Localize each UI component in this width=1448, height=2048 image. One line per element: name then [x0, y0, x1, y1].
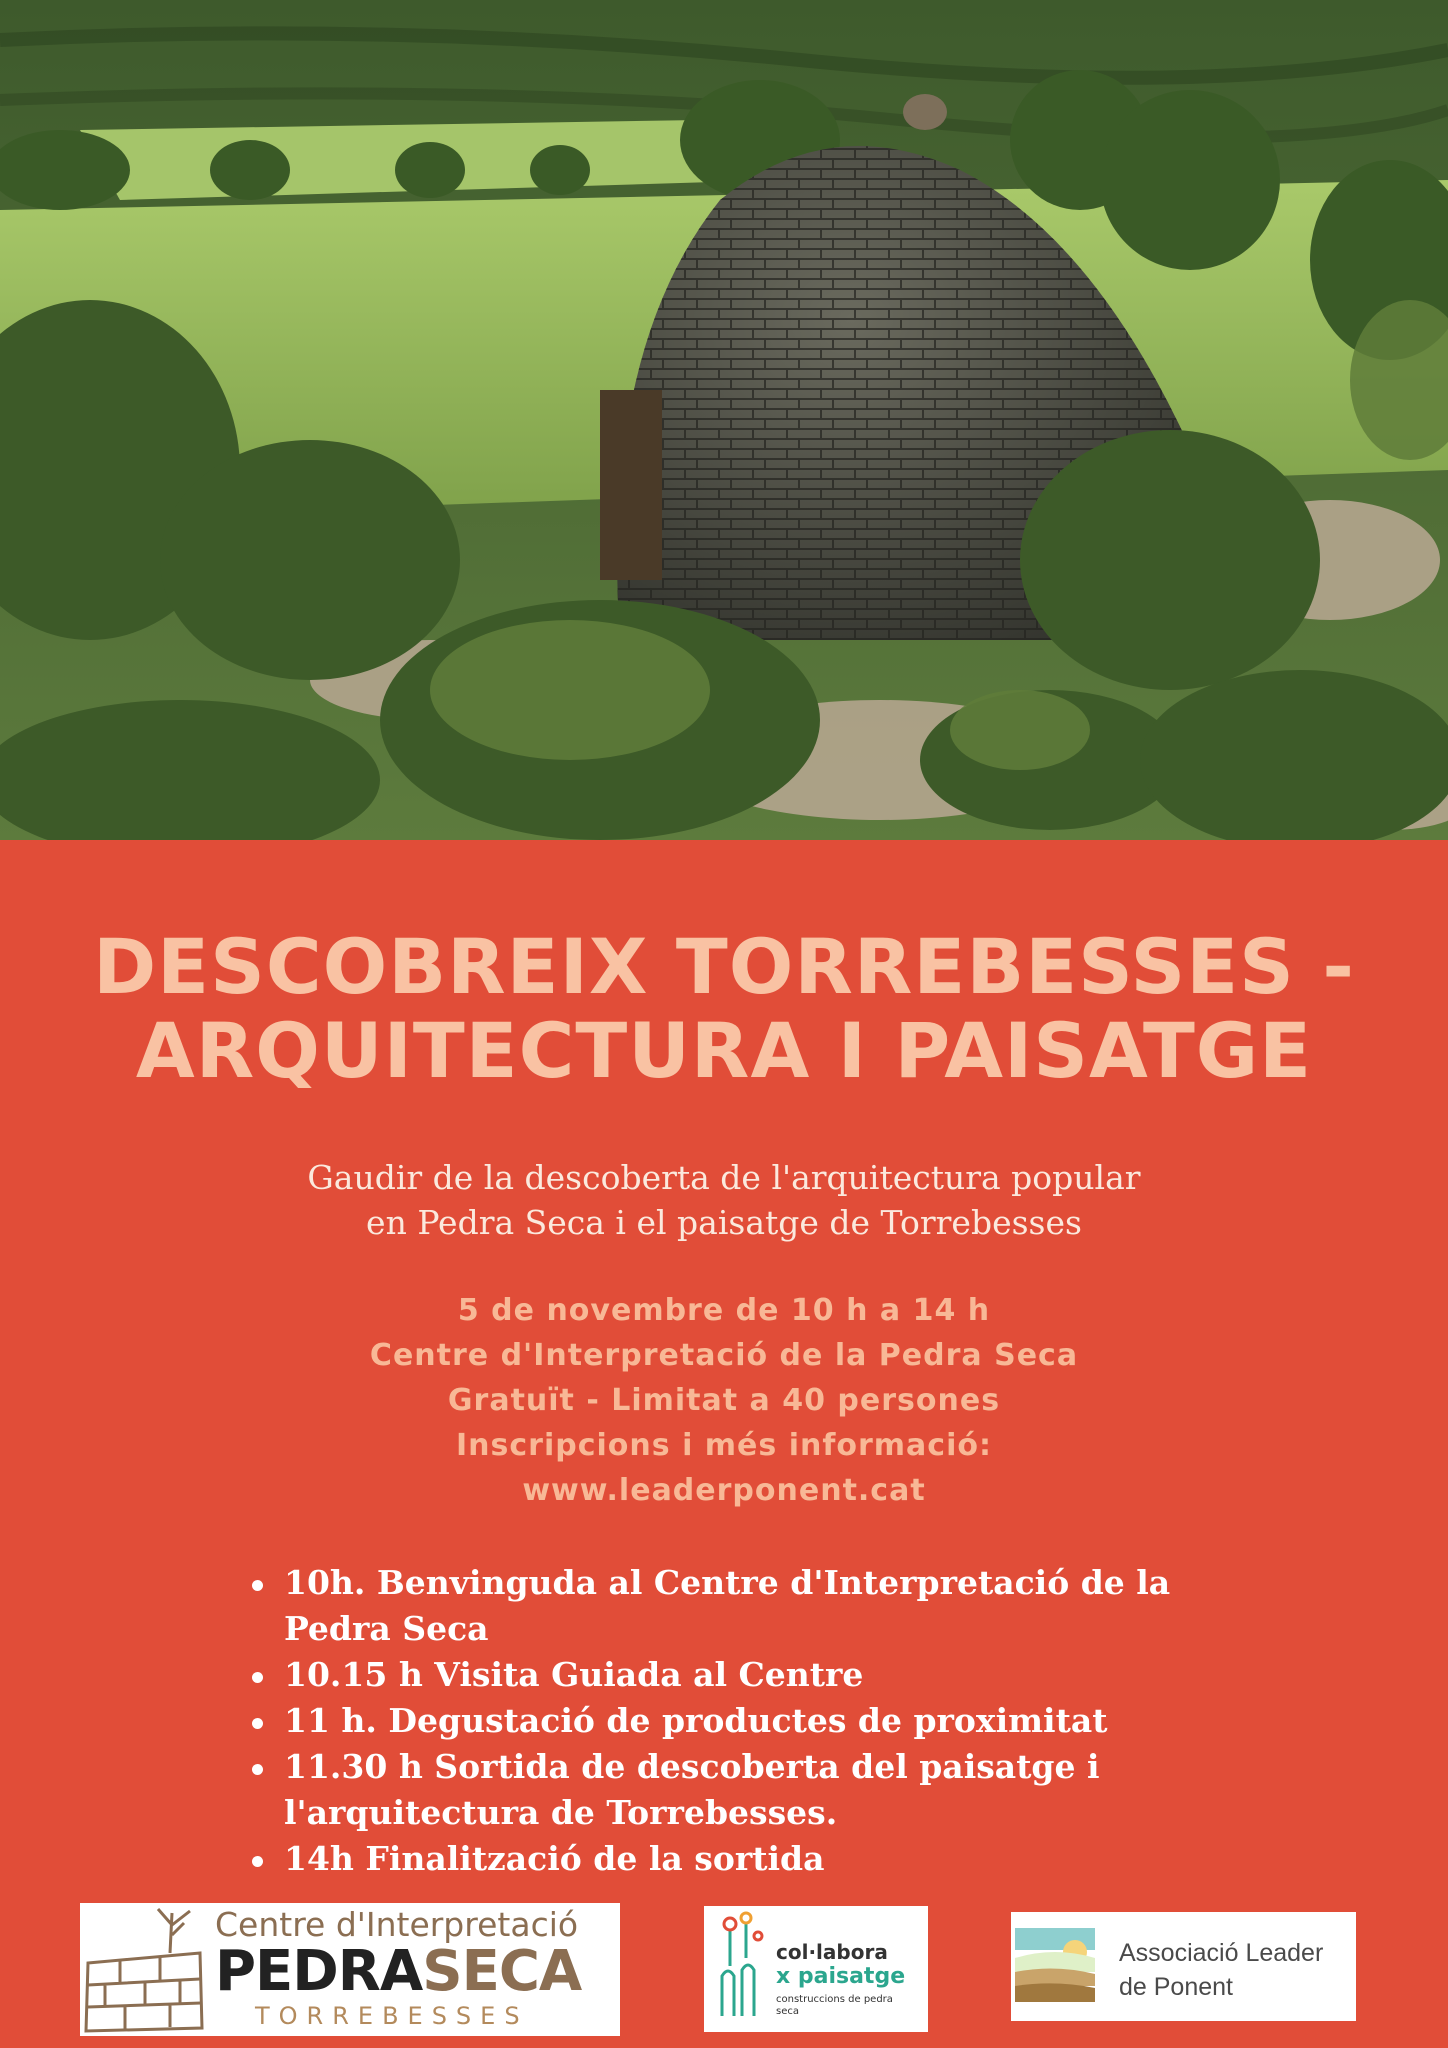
- plant-wall-icon: [708, 1906, 774, 2032]
- event-info-label: Inscripcions i més informació:: [456, 1428, 992, 1463]
- event-title-line-1: DESCOBREIX TORREBESSES -: [93, 922, 1355, 1011]
- event-subtitle: [0, 1155, 1448, 1245]
- pedraseca-logo: [80, 1903, 620, 2036]
- stone-hut-illustration: [0, 0, 1448, 840]
- schedule-item: 11.30 h Sortida de descoberta del paisatge i l'arquitectura de Torrebesses.: [250, 1744, 1250, 1836]
- leader-logo-text: Associació Leader de Ponent: [1119, 1939, 1324, 2001]
- schedule-item: 10.15 h Visita Guiada al Centre: [250, 1652, 1250, 1698]
- schedule-item: 10h. Benvinguda al Centre d'Interpretació de la Pedra Seca: [250, 1560, 1250, 1652]
- event-place: Centre d'Interpretació de la Pedra Seca: [369, 1338, 1079, 1373]
- pedraseca-logo-main: PEDRASECA: [215, 1939, 582, 2004]
- collabora-paisatge-logo: [704, 1906, 928, 2032]
- event-details: [0, 1288, 1448, 1513]
- stone-wall-tree-icon: [80, 1903, 210, 2036]
- event-subtitle-line-2: en Pedra Seca i el paisatge de Torrebesses: [366, 1203, 1082, 1242]
- leader-ponent-logo: [1011, 1912, 1356, 2021]
- event-date: 5 de novembre de 10 h a 14 h: [457, 1293, 991, 1328]
- event-subtitle-line-1: Gaudir de la descoberta de l'arquitectura popular: [307, 1158, 1141, 1197]
- event-title-line-2: ARQUITECTURA I PAISATGE: [135, 1006, 1313, 1095]
- schedule-list: [250, 1560, 1250, 1882]
- collabora-logo-line-3: construccions de pedra seca: [776, 1994, 893, 2017]
- event-title: [0, 922, 1448, 1095]
- collabora-logo-line-2: x paisatge: [776, 1964, 906, 1989]
- pedraseca-logo-bottom: TORREBESSES: [255, 2002, 529, 2030]
- schedule-item: 11 h. Degustació de productes de proximitat: [250, 1698, 1250, 1744]
- collabora-logo-line-1: col·labora: [776, 1940, 888, 1964]
- landscape-icon: [1015, 1928, 1095, 2002]
- pedraseca-logo-top: Centre d'Interpretació: [215, 1905, 579, 1944]
- event-website-link[interactable]: www.leaderponent.cat: [522, 1473, 926, 1508]
- schedule-item: 14h Finalització de la sortida: [250, 1836, 1250, 1882]
- hero-photo: [0, 0, 1448, 840]
- event-price: Gratuït - Limitat a 40 persones: [447, 1383, 1001, 1418]
